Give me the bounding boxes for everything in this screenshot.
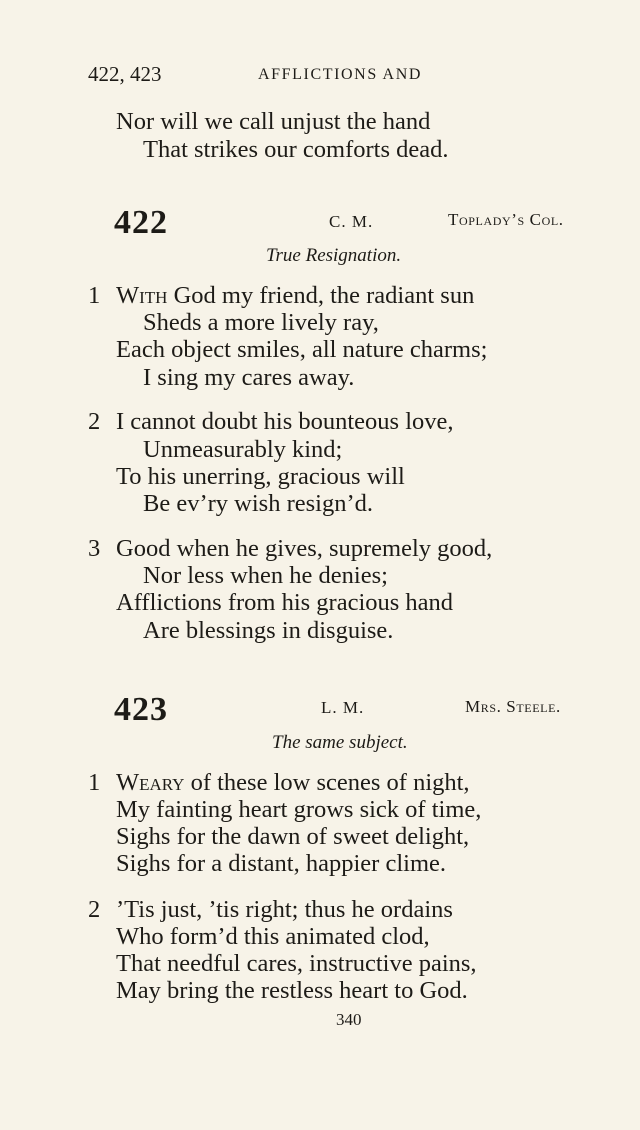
carryover-line: Nor will we call unjust the hand	[116, 108, 431, 135]
verse-line: Be ev’ry wish resign’d.	[143, 490, 373, 517]
hymn-number: 422	[114, 204, 168, 241]
hymn-number: 423	[114, 691, 168, 728]
verse-number: 1	[88, 769, 101, 796]
verse-line: I cannot doubt his bounteous love,	[116, 408, 454, 435]
carryover-line: That strikes our comforts dead.	[143, 136, 449, 163]
verse-line: Unmeasurably kind;	[143, 436, 343, 463]
hymn-author: Mrs. Steele.	[465, 697, 561, 716]
verse-line: To his unerring, gracious will	[116, 463, 405, 490]
running-head-hymn-range: 422, 423	[88, 62, 162, 86]
verse-number: 2	[88, 896, 101, 923]
hymn-subtitle: True Resignation.	[266, 245, 402, 266]
verse-line	[116, 282, 474, 309]
page-number: 340	[336, 1010, 362, 1029]
verse-first-rest: God my friend, the radiant sun	[167, 282, 475, 309]
verse-line: I sing my cares away.	[143, 364, 355, 391]
verse-line: My fainting heart grows sick of time,	[116, 796, 482, 823]
verse-line: Sheds a more lively ray,	[143, 309, 379, 336]
verse-first-rest: of these low scenes of night,	[184, 769, 470, 796]
verse-line: Sighs for a distant, happier clime.	[116, 850, 446, 877]
verse-line: Nor less when he denies;	[143, 562, 388, 589]
running-head-title: AFFLICTIONS AND	[258, 66, 423, 83]
verse-line: That needful cares, instructive pains,	[116, 950, 477, 977]
verse-number: 1	[88, 282, 101, 309]
verse-line: Afflictions from his gracious hand	[116, 589, 454, 616]
verse-first-word: With	[116, 282, 168, 309]
verse-line: Sighs for the dawn of sweet delight,	[116, 823, 470, 850]
verse-line: Good when he gives, supremely good,	[116, 535, 493, 562]
verse-line: Each object smiles, all nature charms;	[116, 336, 488, 363]
verse-number: 2	[88, 408, 101, 435]
verse-line: ’Tis just, ’tis right; thus he ordains	[116, 896, 453, 923]
verse-first-word: Weary	[116, 769, 185, 796]
hymn-author: Toplady’s Col.	[448, 210, 564, 229]
hymn-meter: C. M.	[329, 212, 374, 231]
verse-line: Are blessings in disguise.	[143, 617, 394, 644]
hymn-meter: L. M.	[321, 698, 365, 717]
verse-line: Who form’d this animated clod,	[116, 923, 430, 950]
verse-line	[116, 769, 470, 796]
verse-number: 3	[88, 535, 101, 562]
hymn-subtitle: The same subject.	[272, 732, 408, 753]
bleed-through-text	[210, 180, 216, 206]
verse-line: May bring the restless heart to God.	[116, 977, 468, 1004]
